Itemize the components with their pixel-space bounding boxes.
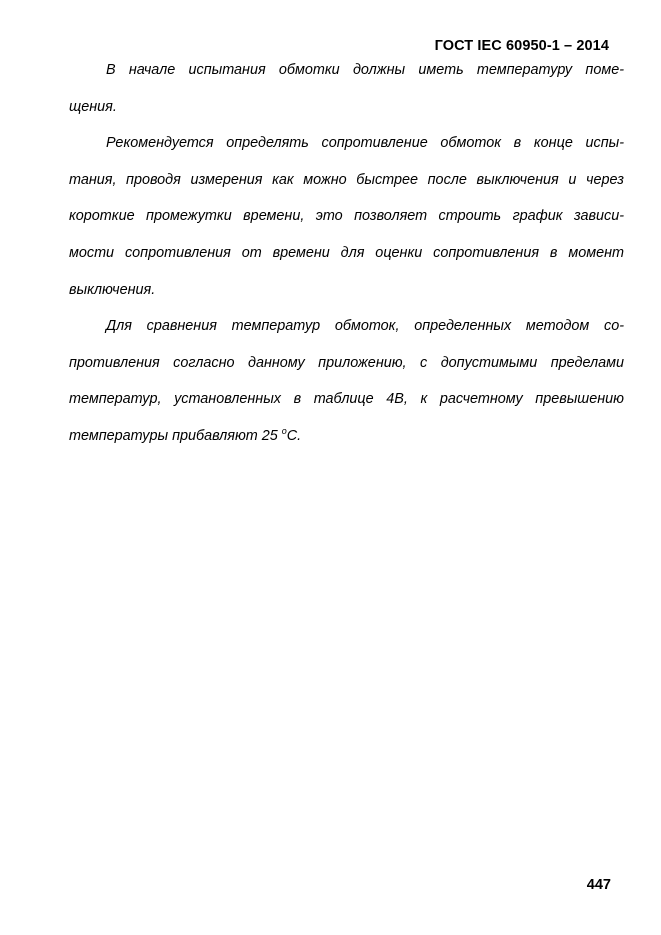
paragraph [69, 52, 624, 125]
text-line: выключения. [69, 281, 156, 298]
text-line: короткие промежутки времени, это позволяет строить график зависи- [69, 208, 624, 225]
page-number: 447 [586, 877, 611, 893]
text-line: В начале испытания обмотки должны иметь температуру поме- [106, 62, 624, 78]
text-line [69, 418, 624, 455]
document-header: ГОСТ IEC 60950-1 – 2014 [434, 38, 609, 54]
text-fragment: С. [286, 427, 302, 444]
document-body [69, 52, 624, 455]
text-line: щения. [69, 98, 117, 115]
text-line: температур, установленных в таблице 4В, к расчетному превышению [69, 391, 624, 408]
text-fragment: температуры прибавляют 25 [69, 427, 278, 444]
text-line: мости сопротивления от времени для оценки сопротивления в момент [69, 244, 624, 261]
text-line: противления согласно данному приложению, с допустимыми пределами [69, 354, 624, 371]
text-line: тания, проводя измерения как можно быстрее после выключения и через [69, 171, 624, 188]
degree-superscript: о [281, 425, 287, 436]
paragraph [69, 125, 624, 308]
text-line: Рекомендуется определять сопротивление обмоток в конце испы- [106, 135, 624, 152]
text-line: Для сравнения температур обмоток, определенных методом со- [106, 318, 624, 335]
paragraph [69, 308, 624, 454]
